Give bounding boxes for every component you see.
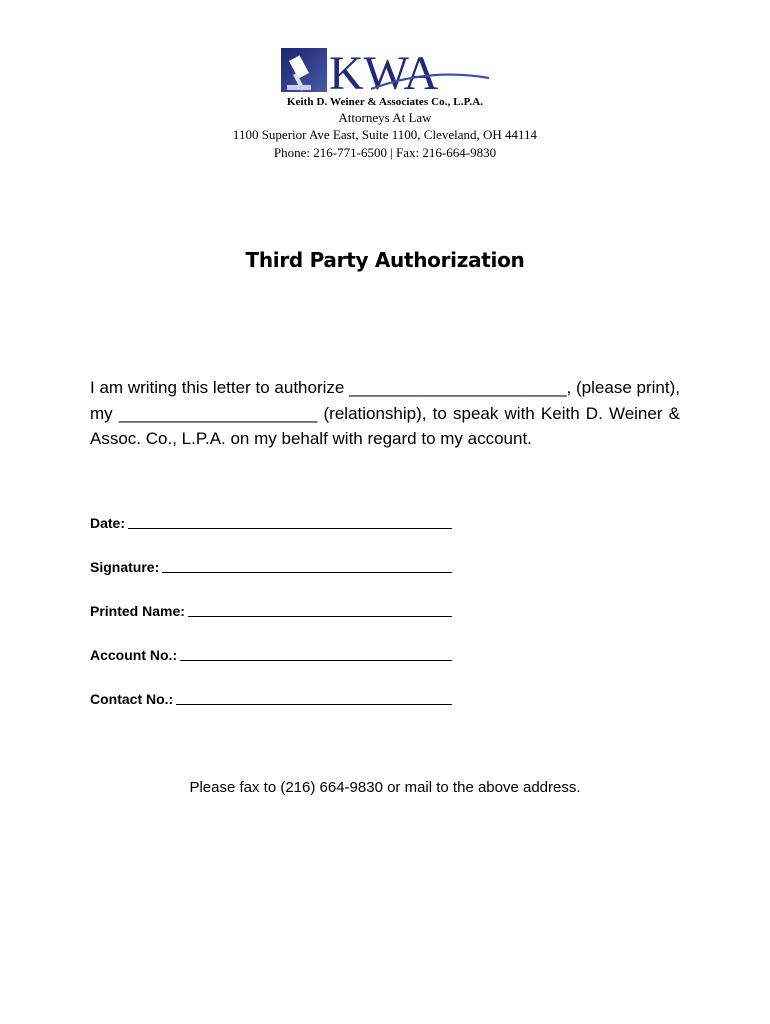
firm-name: Keith D. Weiner & Associates Co., L.P.A. [286,96,484,108]
printed-name-label: Printed Name: [90,603,185,619]
footer-instructions: Please fax to (216) 664-9830 or mail to the above address. [189,779,581,796]
account-number-label: Account No.: [90,647,178,663]
logo-lettering: KWA [329,47,439,97]
firm-phone-fax: Phone: 216-771-6500 | Fax: 216-664-9830 [273,145,497,160]
document-title: Third Party Authorization [245,248,525,272]
firm-address: 1100 Superior Ave East, Suite 1100, Cleveland, OH 44114 [232,127,538,142]
printed-name-line[interactable] [188,602,452,617]
contact-number-label: Contact No.: [90,691,174,707]
date-label: Date: [90,515,126,531]
date-field[interactable] [90,514,452,531]
signature-field[interactable] [90,558,452,575]
contact-number-line[interactable] [176,690,452,705]
signature-label: Signature: [90,559,160,575]
account-number-line[interactable] [180,646,452,661]
firm-logo [279,45,491,97]
authorization-paragraph: I am writing this letter to authorize _______________________, (please print), my _____________________ (relationship), to speak with Keith D. Weiner & Assoc. Co., L.P.A. on my behalf with regard to my account. [90,378,680,448]
printed-name-field[interactable] [90,602,452,619]
date-line[interactable] [128,514,452,529]
firm-subtitle: Attorneys At Law [338,110,432,125]
account-number-field[interactable] [90,646,452,663]
signature-line[interactable] [162,558,452,573]
contact-number-field[interactable] [90,690,452,707]
